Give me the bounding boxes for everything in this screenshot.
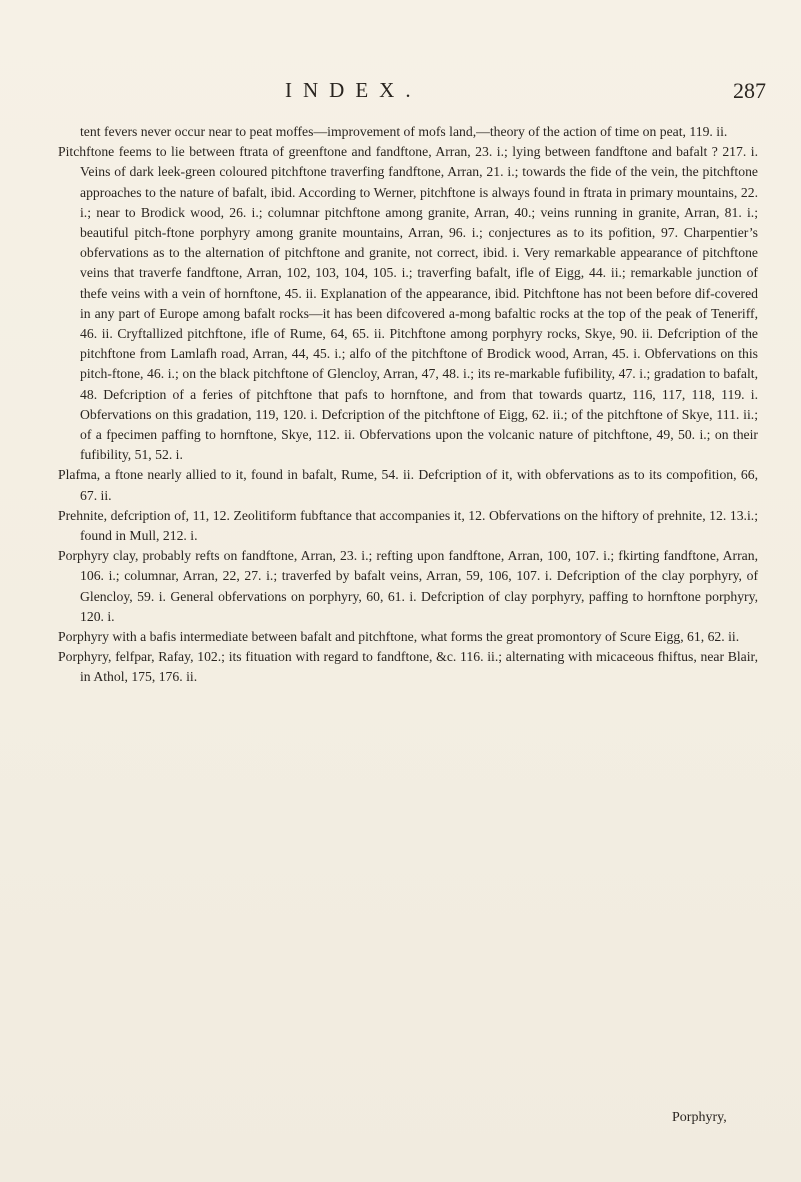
running-head-title: INDEX.	[285, 78, 422, 102]
page-number: 287	[733, 78, 766, 103]
index-entry-porphyry-clay: Porphyry clay, probably refts on fandftone, Arran, 23. i.; refting upon fandftone, Arran, 100, 107. i.; fkirting fandftone, Arran, 106. i.; columnar, Arran, 22, 27. i.; traverfed by bafalt veins, Arran, 59, 106, 107. i. Defcription of the clay porphyry, of Glencloy, 59. i. General obfervations on porphyry, 60, 61. i. Defcription of clay porphyry, paffing to hornftone porphyry, 120. i.	[58, 548, 758, 624]
catchword: Porphyry,	[672, 1110, 727, 1125]
index-entry-porphyry-basis: Porphyry with a bafis intermediate between bafalt and pitchftone, what forms the great promontory of Scure Eigg, 61, 62. ii.	[58, 629, 740, 645]
index-entry-pitchstone: Pitchftone feems to lie between ftrata of greenftone and fandftone, Arran, 23. i.; lying between fandftone and bafalt ? 217. i. Veins of dark leek-green coloured pitchftone traverfing fandftone, Arran, 21. i.; towards the fide of the vein, the pitchftone approaches to the nature of bafalt, ibid. According to Werner, pitchftone is always found in ftrata in primary mountains, 22. i.; near to Brodick wood, 26. i.; columnar pitchftone among granite, Arran, 40.; veins running in granite, Arran, 81. i.; beautiful pitch-ftone porphyry among granite mountains, Arran, 96. i.; conjectures as to its pofition, 97. Charpentier’s obfervations as to the alternation of pitchftone and granite, not correct, ibid. i. Very remarkable appearance of pitchftone veins that traverfe fandftone, Arran, 102, 103, 104, 105. i.; traverfing bafalt, ifle of Eigg, 44. ii.; remarkable junction of thefe veins with a vein of hornftone, 45. ii. Explanation of the appearance, ibid. Pitchftone has not been before dif-covered in any part of Europe among bafalt rocks—it has been difcovered a-mong bafaltic rocks at the top of the peak of Teneriff, 46. ii. Cryftallized pitchftone, ifle of Rume, 64, 65. ii. Pitchftone among porphyry rocks, Skye, 90. ii. Defcription of the pitchftone from Lamlafh road, Arran, 44, 45. i.; alfo of the pitchftone of Brodick wood, Arran, 45. i. Obfervations on this pitch-ftone, 46. i.; on the black pitchftone of Glencloy, Arran, 47, 48. i.; its re-markable fufibility, 47. i.; gradation to bafalt, 48. Defcription of a feries of pitchftone that pafs to hornftone, and from that towards quartz, 116, 117, 118, 119. i. Obfervations on this gradation, 119, 120. i. Defcription of the pitchftone of Eigg, 62. ii.; of the pitchftone of Skye, 111. ii.; of a fpecimen paffing to hornftone, Skye, 112. ii. Obfervations upon the volcanic nature of pitchftone, 49, 50. i.; on their fufibility, 51, 52. i.	[58, 144, 758, 463]
index-body	[58, 122, 758, 688]
index-entry-plasma: Plafma, a ftone nearly allied to it, found in bafalt, Rume, 54. ii. Defcription of it, with obfervations as to its compofition, 66, 67. ii.	[58, 467, 758, 503]
index-entry-porphyry-felspar: Porphyry, felfpar, Rafay, 102.; its fituation with regard to fandftone, &c. 116. ii.; alternating with micaceous fhiftus, near Blair, in Athol, 175, 176. ii.	[58, 649, 758, 685]
running-head	[0, 78, 801, 108]
index-entry-continued: tent fevers never occur near to peat moffes—improvement of mofs land,—theory of the action of time on peat, 119. ii.	[80, 124, 728, 139]
index-entry-prehnite: Prehnite, defcription of, 11, 12. Zeolitiform fubftance that accompanies it, 12. Obfervations on the hiftory of prehnite, 12. 13.i.; found in Mull, 212. i.	[58, 507, 758, 544]
